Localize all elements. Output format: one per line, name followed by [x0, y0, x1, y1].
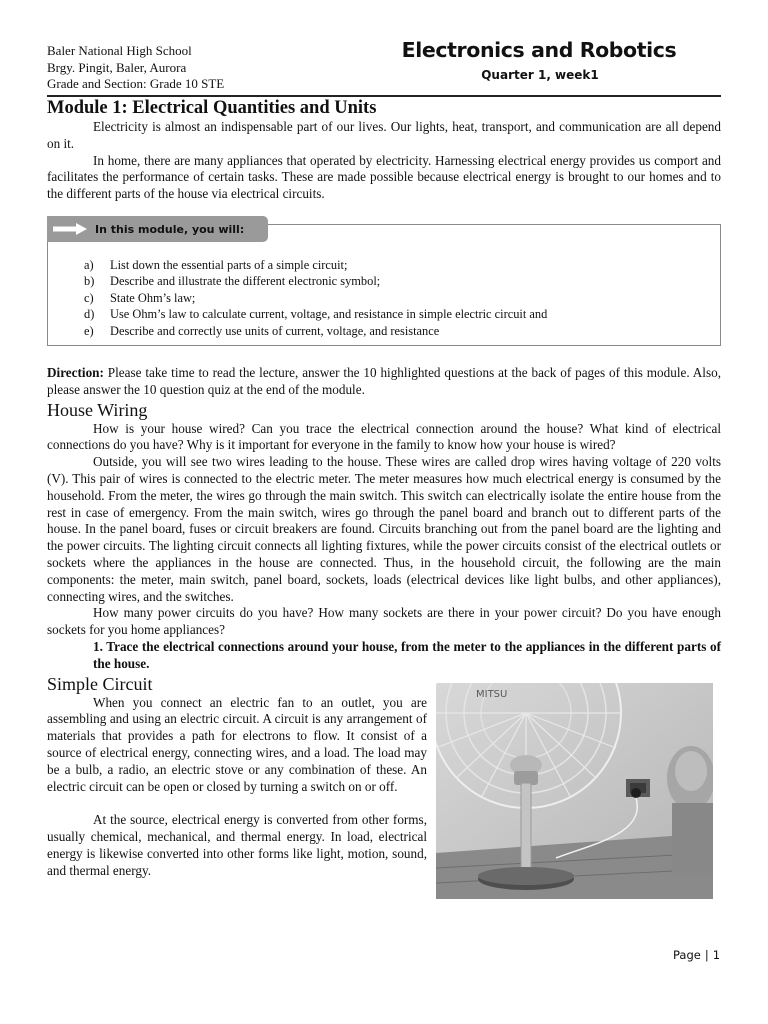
- school-address: Brgy. Pingit, Baler, Aurora: [47, 59, 187, 75]
- school-info: [47, 43, 224, 93]
- objective-text: List down the essential parts of a simple circuit;: [110, 257, 348, 272]
- module-title: Module 1: Electrical Quantities and Units: [47, 98, 377, 118]
- arrow-right-icon: [53, 223, 87, 235]
- intro-paragraph-2: In home, there are many appliances that operated by electricity. Harnessing electrical energy provides us comport and facilitates the performance of certain tasks. These are made possible because electrical energy is brought to our homes and to the different parts of the house via electrical circuits.: [47, 152, 721, 202]
- house-wiring-heading: House Wiring: [47, 399, 148, 420]
- highlighted-question-1: 1. Trace the electrical connections around your house, from the meter to the appliances in the different parts of the house.: [93, 638, 721, 671]
- electric-fan-photo: [436, 683, 713, 899]
- page-label: Page: [673, 948, 701, 962]
- intro-paragraph-1: Electricity is almost an indispensable part of our lives. Our lights, heat, transport, and communication are all depend on it.: [47, 119, 721, 151]
- objectives-tab: [47, 216, 268, 242]
- objectives-box: [47, 224, 721, 346]
- page-separator: |: [704, 948, 709, 962]
- objective-text: State Ohm’s law;: [110, 290, 196, 305]
- house-wiring-paragraph-2: Outside, you will see two wires leading to the house. These wires are called drop wires having voltage of 220 volts (V). This pair of wires is connected to the electric meter. The meter measures how much electrical energy is consumed by the household. From the meter, the wires go through the main switch. This switch can electrically isolate the entire house from the rest in case of emergency. From the main switch, wires go through the panel board and branch out to different parts of the house. In the panel board, fuses or circuit breakers are found. Circuits branching out from the panel board are the lighting and the power circuits. The lighting circuit connects all lighting fixtures, while the power circuits consist of the electrical outlets or sockets where the appliances in the house are connected. Thus, in the household circuit, the following are the main components: the meter, main switch, panel board, sockets, loads (electrical devices like light bulbs, and other appliances), connecting wires, and the switches.: [47, 454, 721, 604]
- page-body: [47, 97, 721, 880]
- direction-paragraph: [47, 365, 721, 399]
- objectives-list: [84, 257, 547, 340]
- page-footer: [673, 948, 720, 962]
- quarter-label: Quarter 1, week1: [481, 68, 599, 82]
- objective-item: [84, 273, 547, 290]
- grade-section: Grade and Section: Grade 10 STE: [47, 76, 225, 91]
- direction-label: Direction:: [47, 364, 104, 380]
- objective-letter: e): [84, 323, 94, 338]
- objectives-label: In this module, you will:: [95, 222, 245, 236]
- direction-text: Please take time to read the lecture, answer the 10 highlighted questions at the back of pages of this module. Also, please answer the 10 question quiz at the end of the module.: [47, 364, 721, 397]
- page-number: 1: [712, 948, 721, 962]
- school-name: Baler National High School: [47, 43, 192, 58]
- course-title: Electronics and Robotics: [401, 38, 677, 62]
- objective-letter: d): [84, 307, 95, 322]
- objective-text: Describe and correctly use units of current, voltage, and resistance: [110, 323, 440, 338]
- objective-item: [84, 323, 547, 340]
- simple-circuit-heading: Simple Circuit: [47, 673, 153, 694]
- objective-letter: b): [84, 274, 95, 289]
- objective-item: [84, 306, 547, 323]
- simple-circuit-text: [47, 695, 427, 880]
- electric-fan-image: [436, 683, 713, 899]
- objective-text: Describe and illustrate the different electronic symbol;: [110, 274, 381, 289]
- house-wiring-paragraph-1: How is your house wired? Can you trace the electrical connection around the house? What kind of electrical connections do you have? Why is it important for everyone in the family to know how your house is wired?: [47, 420, 721, 453]
- house-wiring-paragraph-3: How many power circuits do you have? How many sockets are there in your power circuit? Do you have enough sockets for you home appliances?: [47, 605, 721, 638]
- simple-circuit-paragraph-1: When you connect an electric fan to an outlet, you are assembling and using an electric circuit. A circuit is any arrangement of materials that provides a path for electrons to flow. It consist of a source of electrical energy, connecting wires, and a load. The load may be a bulb, a radio, an electric stove or any combination of these. An electric circuit can be open or closed by turning a switch on or off.: [47, 694, 427, 794]
- objective-letter: c): [84, 290, 94, 305]
- objective-item: [84, 290, 547, 307]
- fan-brand-text: MITSU: [476, 688, 508, 700]
- simple-circuit-paragraph-2: At the source, electrical energy is converted from other forms, usually chemical, mechanical, and thermal energy. In load, electrical energy is likewise converted into other forms like light, motion, sound, and thermal energy.: [47, 812, 427, 878]
- objective-item: [84, 257, 547, 274]
- simple-circuit-section: [47, 673, 721, 880]
- objective-text: Use Ohm’s law to calculate current, voltage, and resistance in simple electric circuit and: [110, 307, 548, 322]
- objective-letter: a): [84, 257, 94, 272]
